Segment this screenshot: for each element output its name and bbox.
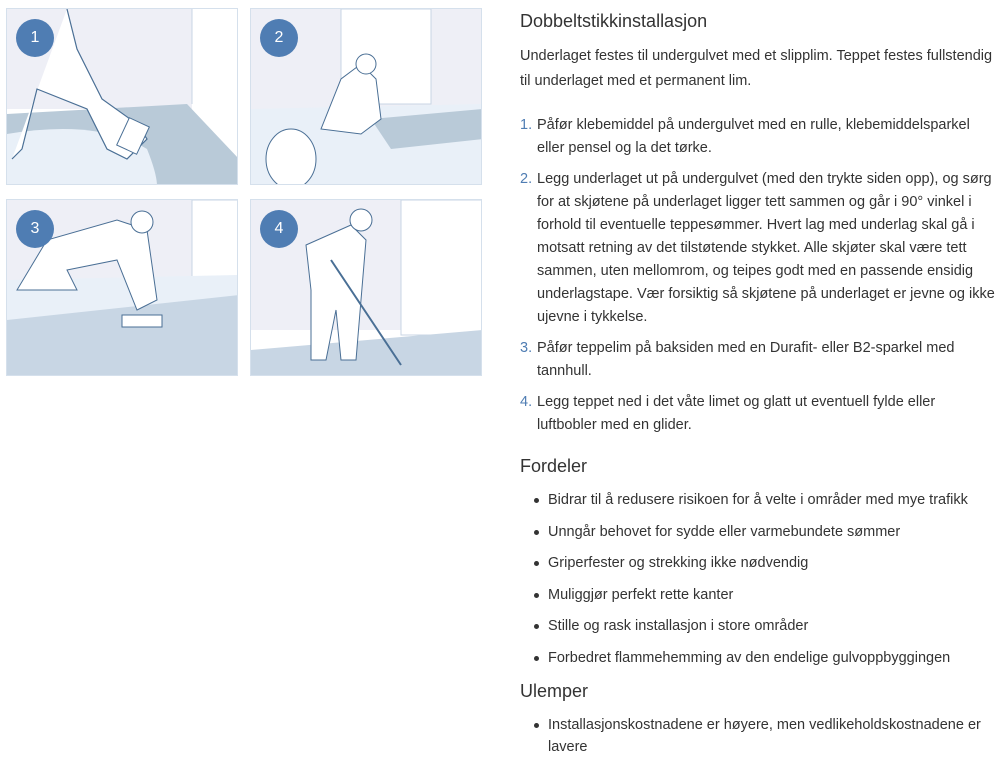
list-item: Forbedret flammehemming av den endelige gulvoppbyggingen bbox=[520, 647, 998, 669]
step-number-badge: 1 bbox=[16, 19, 54, 57]
installation-content bbox=[520, 8, 998, 768]
step-number-badge: 3 bbox=[16, 210, 54, 248]
step-number-badge: 2 bbox=[260, 19, 298, 57]
step-item: 2. Legg underlaget ut på undergulvet (med den trykte siden opp), og sørg for at skjøtene på underlaget ligger tett sammen og går i 90° vinkel i forhold til eventuelle teppesømmer. Hvert lag med underlag skal gå i motsatt retning av det tilstøtende stykket. Alle skjøter skal være tett sammen, uten mellomrom, og teipes godt med en passende ensidig underlagstape. Vær forsiktig så skjøtene på underlaget er jevne og ikke ujevne i tykkelse. bbox=[520, 171, 995, 325]
disadvantages-list bbox=[520, 714, 998, 758]
step-item: 3. Påfør teppelim på baksiden med en Durafit- eller B2-sparkel med tannhull. bbox=[520, 340, 955, 379]
list-item: Muliggjør perfekt rette kanter bbox=[520, 584, 998, 606]
step-number-badge: 4 bbox=[260, 210, 298, 248]
intro-text: Underlaget festes til undergulvet med et slipplim. Teppet festes fullstendig til underlaget med et permanent lim. bbox=[520, 48, 993, 89]
advantages-list bbox=[520, 489, 998, 669]
illustration-step-4 bbox=[250, 199, 482, 376]
list-item: Installasjonskostnadene er høyere, men vedlikeholdskostnadene er lavere bbox=[520, 714, 998, 758]
step-item: 4. Legg teppet ned i det våte limet og glatt ut eventuell fylde eller luftbobler med en glider. bbox=[520, 394, 936, 433]
list-item: Unngår behovet for sydde eller varmebundete sømmer bbox=[520, 521, 998, 543]
list-item: Stille og rask installasjon i store områder bbox=[520, 615, 998, 637]
section-title: Dobbeltstikkinstallasjon bbox=[520, 11, 708, 31]
step-item: 1. Påfør klebemiddel på undergulvet med en rulle, klebemiddelsparkel eller pensel og la det tørke. bbox=[520, 117, 970, 156]
list-item: Griperfester og strekking ikke nødvendig bbox=[520, 552, 998, 574]
advantages-heading: Fordeler bbox=[520, 456, 588, 476]
disadvantages-heading: Ulemper bbox=[520, 681, 589, 701]
illustration-step-3 bbox=[6, 199, 238, 376]
steps-list bbox=[520, 114, 998, 437]
list-item: Bidrar til å redusere risikoen for å velte i områder med mye trafikk bbox=[520, 489, 998, 511]
illustration-step-1 bbox=[6, 8, 238, 185]
illustration-step-2 bbox=[250, 8, 482, 185]
